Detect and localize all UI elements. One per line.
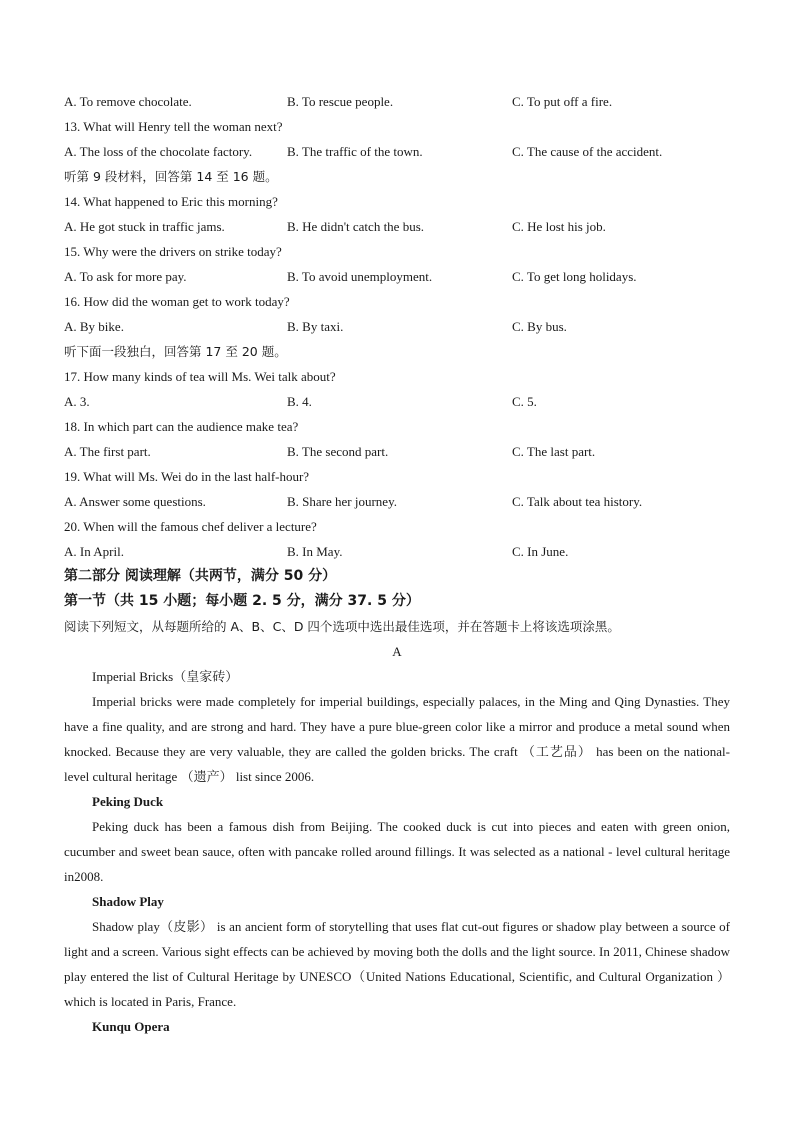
question-18-options — [64, 439, 730, 464]
question-15-stem: 15. Why were the drivers on strike today? — [64, 244, 282, 259]
option-c: C. He lost his job. — [512, 219, 606, 234]
question-13-options — [64, 139, 730, 164]
question-20-options — [64, 539, 730, 564]
listening-instruction: 听第 9 段材料，回答第 14 至 16 题。 — [64, 169, 278, 184]
question-14-options — [64, 214, 730, 239]
question-13-stem: 13. What will Henry tell the woman next? — [64, 119, 283, 134]
paragraph-peking-duck: Peking duck has been a famous dish from Beijing. The cooked duck is cut into pieces and eaten with green onion, cucumber and sweet bean sauce, often with pancake rolled around fillings. It was selected as a national - level cultural heritage in2008. — [64, 819, 730, 884]
question-17-stem: 17. How many kinds of tea will Ms. Wei talk about? — [64, 369, 336, 384]
option-b: B. The traffic of the town. — [287, 144, 423, 159]
option-a: A. Answer some questions. — [64, 494, 206, 509]
paragraph-imperial-bricks: Imperial bricks were made completely for imperial buildings, especially palaces, in the Ming and Qing Dynasties. They have a fine quality, and are strong and hard. They have a pure blue-green color like a mirror and produce a metal sound when knocked. Because they are very valuable, they are called the golden bricks. The craft （工艺品） has been on the national-level cultural heritage （遗产） list since 2006. — [64, 694, 730, 784]
option-c: C. To put off a fire. — [512, 94, 613, 109]
listening-instruction: 听下面一段独白，回答第 17 至 20 题。 — [64, 344, 287, 359]
option-c: C. The cause of the accident. — [512, 144, 663, 159]
option-a: A. By bike. — [64, 319, 124, 334]
option-b: B. To avoid unemployment. — [287, 269, 433, 284]
question-15-options — [64, 264, 730, 289]
part-2-title: 第二部分 阅读理解（共两节，满分 50 分） — [64, 568, 337, 584]
option-b: B. He didn't catch the bus. — [287, 219, 425, 234]
option-b: B. The second part. — [287, 444, 389, 459]
option-c: C. To get long holidays. — [512, 269, 637, 284]
question-16-stem: 16. How did the woman get to work today? — [64, 294, 290, 309]
option-c: C. The last part. — [512, 444, 596, 459]
heading-kunqu-opera: Kunqu Opera — [92, 1019, 170, 1034]
option-a: A. 3. — [64, 394, 90, 409]
option-b: B. 4. — [287, 394, 312, 409]
option-a: A. To remove chocolate. — [64, 94, 192, 109]
option-c: C. By bus. — [512, 319, 567, 334]
passage-label: A — [392, 644, 402, 659]
option-a: A. The first part. — [64, 444, 151, 459]
heading-peking-duck: Peking Duck — [92, 794, 164, 809]
option-c: C. In June. — [512, 544, 569, 559]
question-12-options — [64, 89, 730, 114]
option-a: A. In April. — [64, 544, 124, 559]
heading-shadow-play: Shadow Play — [92, 894, 164, 909]
question-18-stem: 18. In which part can the audience make tea? — [64, 419, 299, 434]
exam-page — [64, 89, 730, 1039]
question-16-options — [64, 314, 730, 339]
question-20-stem: 20. When will the famous chef deliver a lecture? — [64, 519, 317, 534]
option-c: C. 5. — [512, 394, 537, 409]
question-14-stem: 14. What happened to Eric this morning? — [64, 194, 278, 209]
section-1-title: 第一节（共 15 小题；每小题 2. 5 分，满分 37. 5 分） — [64, 593, 420, 609]
reading-instruction: 阅读下列短文，从每题所给的 A、B、C、D 四个选项中选出最佳选项，并在答题卡上将该选项涂黑。 — [64, 619, 620, 634]
option-a: A. He got stuck in traffic jams. — [64, 219, 225, 234]
paragraph-shadow-play: Shadow play（皮影） is an ancient form of storytelling that uses flat cut-out figures or shadow play between a source of light and a screen. Various sight effects can be achieved by moving both the dolls and the light source. In 2011, Chinese shadow play entered the list of Cultural Heritage by UNESCO（United Nations Educational, Scientific, and Cultural Organization ） which is located in Paris, France. — [64, 919, 730, 1009]
question-19-options — [64, 489, 730, 514]
option-b: B. By taxi. — [287, 319, 344, 334]
option-c: C. Talk about tea history. — [512, 494, 643, 509]
option-b: B. Share her journey. — [287, 494, 397, 509]
heading-imperial-bricks: Imperial Bricks（皇家砖） — [92, 669, 239, 684]
option-b: B. To rescue people. — [287, 94, 394, 109]
option-a: A. The loss of the chocolate factory. — [64, 144, 253, 159]
question-19-stem: 19. What will Ms. Wei do in the last half-hour? — [64, 469, 310, 484]
option-a: A. To ask for more pay. — [64, 269, 187, 284]
option-b: B. In May. — [287, 544, 343, 559]
question-17-options — [64, 389, 730, 414]
